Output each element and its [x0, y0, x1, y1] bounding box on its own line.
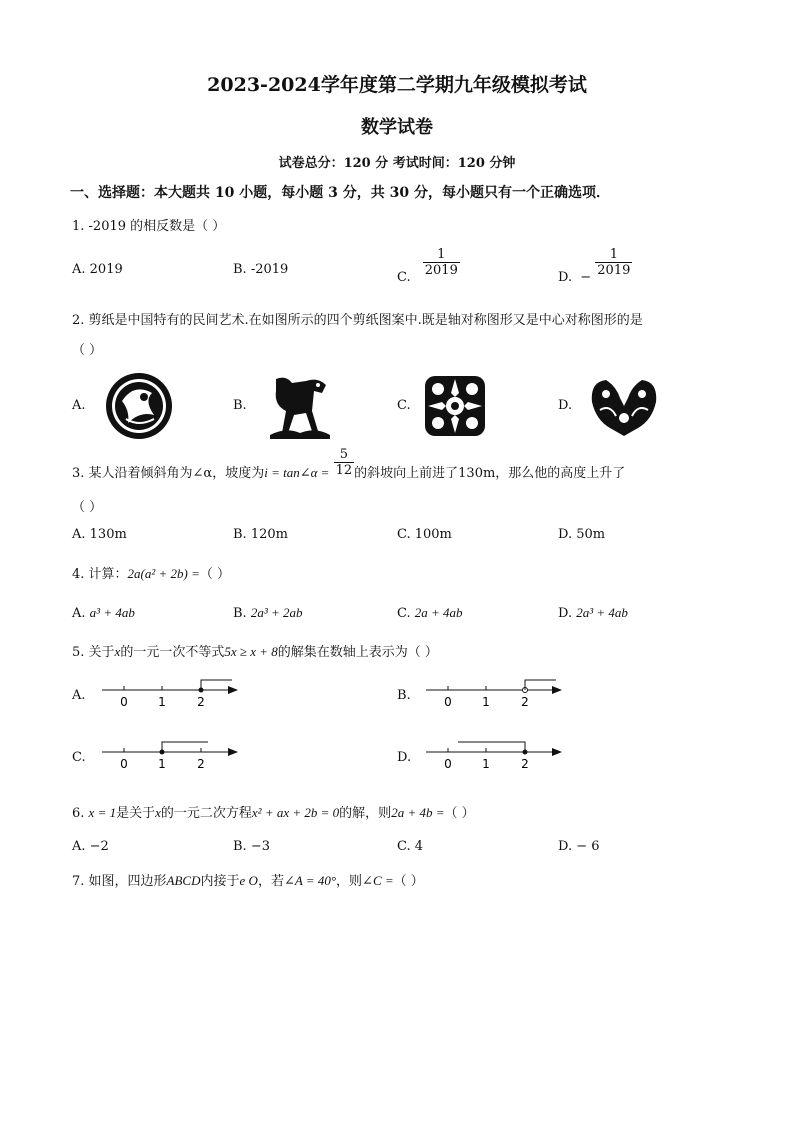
q6-option-a[interactable]: A. −2: [72, 839, 109, 854]
tick-label-0: 0: [444, 757, 452, 771]
papercut-symmetric-flower-figure-image: [422, 373, 488, 439]
q5-stem: 5. 关于x的一元一次不等式5x ≥ x + 8的解集在数轴上表示为（ ）: [72, 644, 438, 660]
q5-number-line-b: [422, 676, 572, 712]
q3-option-c[interactable]: C. 100m: [397, 527, 452, 542]
q2-option-d-label[interactable]: D.: [558, 398, 573, 413]
q5-number-line-c: [98, 738, 248, 774]
q3-option-b[interactable]: B. 120m: [233, 527, 288, 542]
papercut-horse-figure-image: [266, 371, 334, 441]
q4-option-d[interactable]: D. 2a³ + 4ab: [558, 605, 628, 621]
q5-option-d-label[interactable]: D.: [397, 750, 412, 765]
q3-stem: 3. 某人沿着倾斜角为∠α，坡度为i = tan∠α = $\frac{5}{12}$ 的斜坡向上前进了130m，那么他的高度上升了: [72, 447, 626, 481]
q6-option-b[interactable]: B. −3: [233, 839, 270, 854]
q5-option-c-label[interactable]: C.: [72, 750, 86, 765]
q5-option-b-label[interactable]: B.: [397, 688, 411, 703]
tick-label-1: 1: [482, 757, 490, 771]
q7-stem: 7. 如图，四边形ABCD内接于e O，若∠A = 40°，则∠C =（ ）: [72, 873, 424, 889]
q1-option-c[interactable]: C. $\frac{1}{2019}$: [397, 247, 458, 285]
q5-number-line-a: [98, 676, 248, 712]
q2-option-a-label[interactable]: A.: [72, 398, 86, 413]
q4-option-b[interactable]: B. 2a³ + 2ab: [233, 605, 303, 621]
q6-option-d[interactable]: D. − 6: [558, 839, 600, 854]
q2-option-b-label[interactable]: B.: [233, 398, 247, 413]
tick-label-0: 0: [120, 757, 128, 771]
tick-label-2: 2: [521, 757, 529, 771]
q5-number-line-d: [422, 738, 572, 774]
q6-option-c[interactable]: C. 4: [397, 839, 424, 854]
tick-label-2: 2: [197, 695, 205, 709]
q4-option-c[interactable]: C. 2a + 4ab: [397, 605, 463, 621]
exam-subtitle: 数学试卷: [361, 117, 433, 138]
q4-stem: 4. 计算：2a(a² + 2b) =（ ）: [72, 566, 231, 582]
tick-label-1: 1: [158, 695, 166, 709]
q6-stem: 6. x = 1是关于x的一元二次方程x² + ax + 2b = 0的解，则2a + 4b =（ ）: [72, 805, 475, 821]
exam-title: 2023-2024学年度第二学期九年级模拟考试: [207, 74, 587, 96]
q1-option-b[interactable]: B. -2019: [233, 262, 289, 277]
q2-paren: （ ）: [72, 343, 103, 358]
q1-option-d[interactable]: D. − $\frac{1}{2019}$: [558, 247, 631, 285]
q1-option-c-fraction: $\frac{1}{2019}$: [424, 247, 458, 278]
q3-paren: （ ）: [72, 500, 103, 515]
papercut-roosters-figure-image: [586, 372, 662, 440]
q4-option-a[interactable]: A. a³ + 4ab: [72, 605, 135, 621]
tick-label-1: 1: [158, 757, 166, 771]
q3-option-a[interactable]: A. 130m: [72, 527, 127, 542]
q1-option-d-fraction: $\frac{1}{2019}$: [597, 247, 631, 278]
tick-label-2: 2: [521, 695, 529, 709]
q2-option-c-label[interactable]: C.: [397, 398, 411, 413]
section-heading: 一、选择题：本大题共 10 小题，每小题 3 分，共 30 分，每小题只有一个正确选项．: [70, 185, 610, 201]
exam-info: 试卷总分：120 分 考试时间：120 分钟: [278, 156, 516, 171]
tick-label-0: 0: [444, 695, 452, 709]
tick-label-1: 1: [482, 695, 490, 709]
tick-label-2: 2: [197, 757, 205, 771]
q5-option-a-label[interactable]: A.: [72, 688, 86, 703]
q3-slope-fraction: $\frac{5}{12}$: [335, 447, 353, 478]
q2-stem: 2. 剪纸是中国特有的民间艺术.在如图所示的四个剪纸图案中.既是轴对称图形又是中心对称图形的是: [72, 313, 643, 328]
q1-stem: 1. -2019 的相反数是（ ）: [72, 219, 226, 234]
tick-label-0: 0: [120, 695, 128, 709]
q1-option-a[interactable]: A. 2019: [72, 262, 123, 277]
papercut-circle-figure-image: [104, 371, 174, 441]
q3-option-d[interactable]: D. 50m: [558, 527, 606, 542]
